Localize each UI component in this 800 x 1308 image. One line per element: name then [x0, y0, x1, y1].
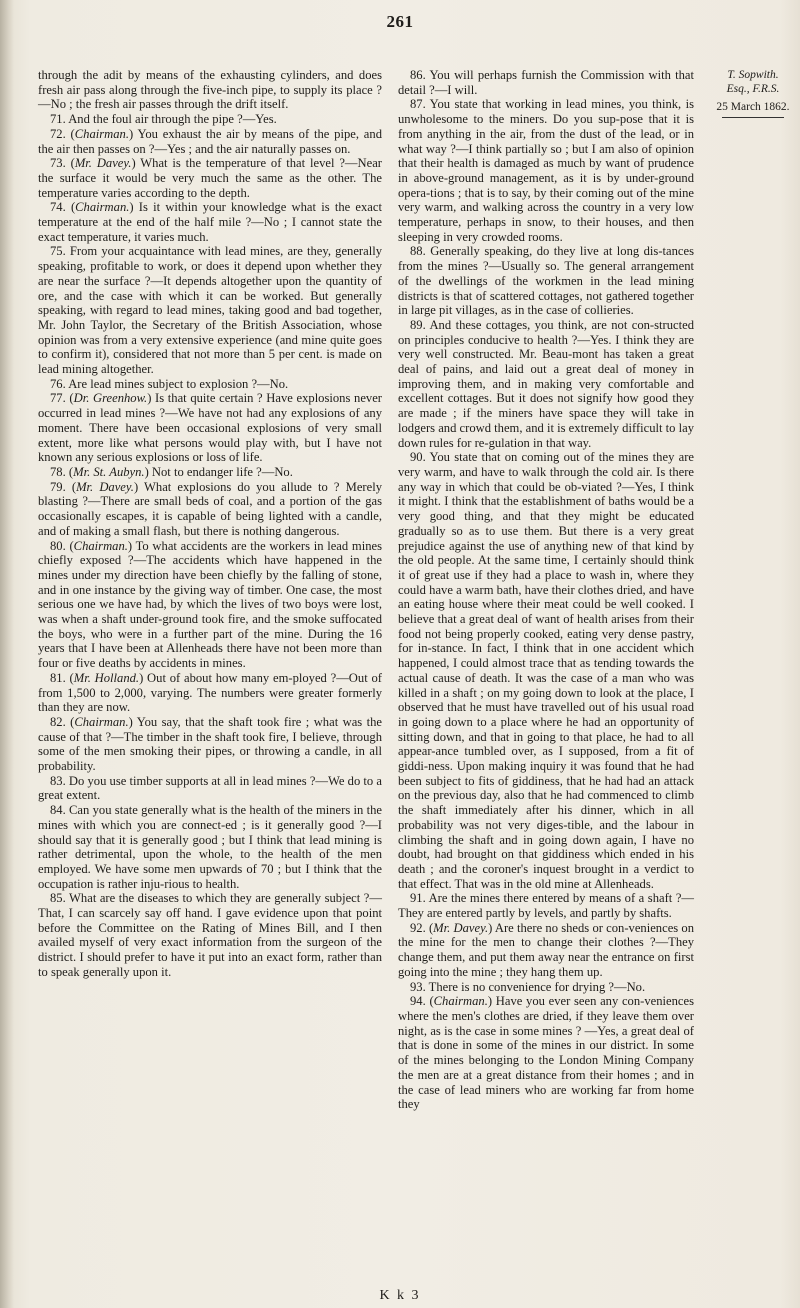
- paragraph: [38, 68, 382, 112]
- paragraph-text: ) What explosions do you allude to ? Merely blasting ?—There are small beds of coal, and a portion of the gas occasionally escapes, it is capable of being lighted with a candle, and of making a small flash, but there is nothing dangerous.: [38, 479, 382, 538]
- page-spine-shadow: [0, 0, 14, 1308]
- evidence-date: 25 March 1862.: [716, 101, 790, 113]
- margin-rule: [722, 117, 784, 118]
- speaker-name: Mr. Davey.: [433, 920, 489, 935]
- speaker-name: Mr. Holland.: [73, 670, 140, 685]
- paragraph-text: ) Out of about how many em-ployed ?—Out of from 1,500 to 2,000, varying. The numbers were greater formerly than they are now.: [38, 670, 382, 715]
- paragraph-text: ) You exhaust the air by means of the pipe, and the air then passes on ?—Yes ; and the air naturally passes on.: [38, 126, 382, 156]
- paragraph: [38, 671, 382, 715]
- paragraph-text: ) You say, that the shaft took fire ; what was the cause of that ?—The timber in the shaft took fire, I believe, through some of the men smoking their pipes, or throwing a candle, in all probability.: [38, 714, 382, 774]
- left-column: [38, 68, 382, 980]
- paragraph-text: 84. Can you state generally what is the health of the miners in the mines with which you are connect-ed ; is it generally good ?—I should say that it is generally good ; but I think that lead mining is rather detrimental, upon the whole, to the health of the men employed. We have some men upwards of 70 ; but I think that the occupation is rather inju-rious to health.: [38, 803, 382, 891]
- paragraph: [398, 318, 694, 450]
- paragraph: [38, 112, 382, 127]
- paragraph: [398, 450, 694, 891]
- paragraph-prefix: 77. (: [50, 391, 74, 406]
- paragraph-text: 75. From your acquaintance with lead mines, are they, generally speaking, profitable to work, or does it depend upon whether they are near the surface ?—It depends altogether upon the quantity of ore, and the case with which it can be worked. But generally speaking, with regard to lead mines, taking good and bad together, Mr. John Taylor, the Secretary of the British Association, whose opinion was from a very extensive experience (and mine quite goes to confirm it), considered that not more than 5 per cent. is made on lead mining altogether.: [38, 244, 382, 377]
- paragraph-text: ) To what accidents are the workers in lead mines chiefly exposed ?—The accidents which have happened in the mines under my direction have been chiefly by the falling of stone, and in one instance by the giving way of timber. One case, the most serious one we have had, by which the lives of two boys were lost, was when a shaft under-ground took fire, and the smoke suffocated the boys, who were in a further part of the mine. During the 16 years that I have been at Allenheads there have not been more than four or five deaths by accidents in mines.: [38, 538, 382, 671]
- paragraph-text: 89. And these cottages, you think, are not con-structed on principles conducive to health ?—Yes. I think they are very well constructed. Mr. Beau-mont has taken a great deal of pains, and laid out a great deal of money in improving them, and in making very comfortable and excellent cottages. But it does not signify how good they are made ; if the miners have space they will take in lodgers and crowd them, and it is extremely difficult to lay down rules for re-gulation in that way.: [398, 317, 694, 450]
- paragraph: [38, 244, 382, 376]
- paragraph-text: 88. Generally speaking, do they live at long dis-tances from the mines ?—Usually so. The general arrangement of the dwellings of the workmen in the lead mining districts is that of scattered cottages, not gathered together in large pit villages, as in the case of collieries.: [398, 244, 694, 318]
- right-column: [398, 68, 694, 1112]
- paragraph: [38, 156, 382, 200]
- paragraph-prefix: 79. (: [50, 479, 77, 494]
- paragraph-text: ) Have you ever seen any con-veniences where the men's clothes are dried, if they leave them over night, as is the case in some mines ? —Yes, a great deal of that is done in some of the mines in our district. In some of the mines belonging to the London Mining Company the men are at a great distance from their homes ; and in the case of lead miners who are working far from home they: [398, 994, 694, 1112]
- speaker-name: Chairman.: [74, 126, 129, 141]
- paragraph-text: 76. Are lead mines subject to explosion ?—No.: [50, 376, 289, 391]
- paragraph-text: 85. What are the diseases to which they are generally subject ?—That, I can scarcely say off hand. I gave evidence upon that point before the Committee on the Rating of Mines Bill, and I then availed myself of very exact information from the surgeon of the district. I should prefer to have it put into an exact form, rather than to speak generally upon it.: [38, 891, 382, 979]
- paragraph-prefix: 82. (: [50, 714, 75, 729]
- paragraph: [38, 200, 382, 244]
- paragraph: [38, 391, 382, 465]
- paragraph-prefix: 73. (: [50, 156, 75, 171]
- paragraph: [38, 891, 382, 979]
- paragraph: [38, 480, 382, 539]
- paragraph-text: 87. You state that working in lead mines, you think, is unwholesome to the miners. Do you sup-pose that it is from anything in the air, from the dust of the lead, or in what way ?—I think partially so ; but I am also of opinion that their health is damaged as much by want of prudence in above-ground management, as it is by under-ground opera-tions ; that is to say, by their coming out of the mine very warm, and walking across the country in a very low temperature, perhaps in snow, to their houses, and then sleeping in very crowded rooms.: [398, 97, 694, 244]
- paragraph-prefix: 72. (: [50, 126, 75, 141]
- paragraph: [398, 980, 694, 995]
- paragraph: [398, 68, 694, 97]
- speaker-name: Chairman.: [433, 994, 488, 1009]
- paragraph-text: ) Is that quite certain ? Have explosions never occurred in lead mines ?—We have not had any explosions of any moment. There have been occasional explosions of very small extent, more like what persons would play with, but I have not known any serious explosions or loss of life.: [38, 391, 382, 465]
- speaker-name: Chairman.: [75, 200, 130, 215]
- witness-credentials: Esq., F.R.S.: [726, 83, 780, 95]
- paragraph-prefix: 74. (: [50, 200, 76, 215]
- paragraph-text: 83. Do you use timber supports at all in lead mines ?—We do to a great extent.: [38, 773, 382, 803]
- paragraph-prefix: 78. (: [50, 464, 74, 479]
- paragraph-prefix: 80. (: [50, 538, 74, 553]
- margin-note: [712, 68, 794, 118]
- speaker-name: Mr. Davey.: [74, 156, 132, 171]
- paragraph-prefix: 81. (: [50, 670, 74, 685]
- paragraph: [38, 715, 382, 774]
- paragraph-prefix: 92. (: [410, 920, 434, 935]
- paragraph-prefix: 94. (: [410, 994, 434, 1009]
- paragraph-text: 71. And the foul air through the pipe ?—Yes.: [50, 112, 277, 127]
- paragraph-text: ) Not to endanger life ?—No.: [144, 464, 293, 479]
- paragraph-text: ) Is it within your knowledge what is the exact temperature at the end of the half mile ?—No ; I cannot state the exact temperature, it varies much.: [38, 200, 382, 244]
- paragraph-text: 86. You will perhaps furnish the Commission with that detail ?—I will.: [398, 68, 694, 97]
- speaker-name: Chairman.: [73, 538, 128, 553]
- speaker-name: Mr. St. Aubyn.: [73, 464, 145, 479]
- paragraph: [38, 774, 382, 803]
- page-number: 261: [386, 12, 414, 31]
- paragraph: [398, 994, 694, 1112]
- speaker-name: Mr. Davey.: [76, 479, 134, 494]
- printer-signature: K k 3: [379, 1288, 421, 1303]
- paragraph: [38, 377, 382, 392]
- speaker-name: Dr. Greenhow.: [73, 391, 148, 406]
- paragraph: [38, 803, 382, 891]
- witness-name: T. Sopwith.: [727, 69, 779, 81]
- paragraph: [38, 465, 382, 480]
- paragraph: [38, 539, 382, 671]
- paragraph-text: 90. You state that on coming out of the mines they are very warm, and have to walk through the cold air. Is there any way in which that could be ob-viated ?—Yes, I think it might. I think that the establishment of baths would be a very good thing, and that they might be educated gradually so as to use them. But there is a very great prejudice against the use of anything new of that kind by the old people. At the same time, I certainly should think it of great use if they had a place to wash in, where they could have a warm bath, have their clothes dried, and have an eating house where their meat could be well cooked. I believe that a great deal of want of health arises from their food not being properly cooked, eating very dense pastry, for in-stance. In fact, I think that in one accident which happened, I could almost trace that as tending towards the actual cause of death. It was the case of a man who was killed in a shaft ; on my going down to look at the place, I observed that he must have travelled out of his usual road in going down to a place where he had an opportunity of sitting down, and that in going to that place, he had to all appear-ance tumbled over, as I supposed, from a fit of giddi-ness. Upon making inquiry it was found that he had been subject to fits of giddiness, that he had had an attack on the previous day, also that he had commenced to climb the shaft immediately after his dinner, which in all probability was not very diges-tible, and the labour in climbing the shaft and in going down again, I have no doubt, had brought on that giddiness which ended in his death ; and the coroner's inquest brought in a verdict to that effect. That was in the old mine at Allenheads.: [398, 450, 694, 891]
- paragraph-text: through the adit by means of the exhausting cylinders, and does fresh air pass along through the five-inch pipe, to supply its place ?—No ; the fresh air passes through the drift itself.: [38, 68, 382, 112]
- paragraph: [398, 921, 694, 980]
- paragraph: [398, 244, 694, 318]
- speaker-name: Chairman.: [74, 714, 129, 729]
- paragraph-text: ) Are there no sheds or con-veniences on the mine for the men to change their clothes ?—They change them, and put them away near the entrance on first going into the mine ; they hang them up.: [398, 920, 695, 979]
- paragraph-text: 93. There is no convenience for drying ?—No.: [410, 979, 646, 994]
- paragraph: [398, 891, 694, 920]
- paragraph: [398, 97, 694, 244]
- paragraph: [38, 127, 382, 156]
- paragraph-text: ) What is the temperature of that level ?—Near the surface it would be very much the same as the other. The temperature varies according to the depth.: [38, 156, 382, 200]
- paragraph-text: 91. Are the mines there entered by means of a shaft ?—They are entered partly by levels, and partly by shafts.: [398, 891, 694, 921]
